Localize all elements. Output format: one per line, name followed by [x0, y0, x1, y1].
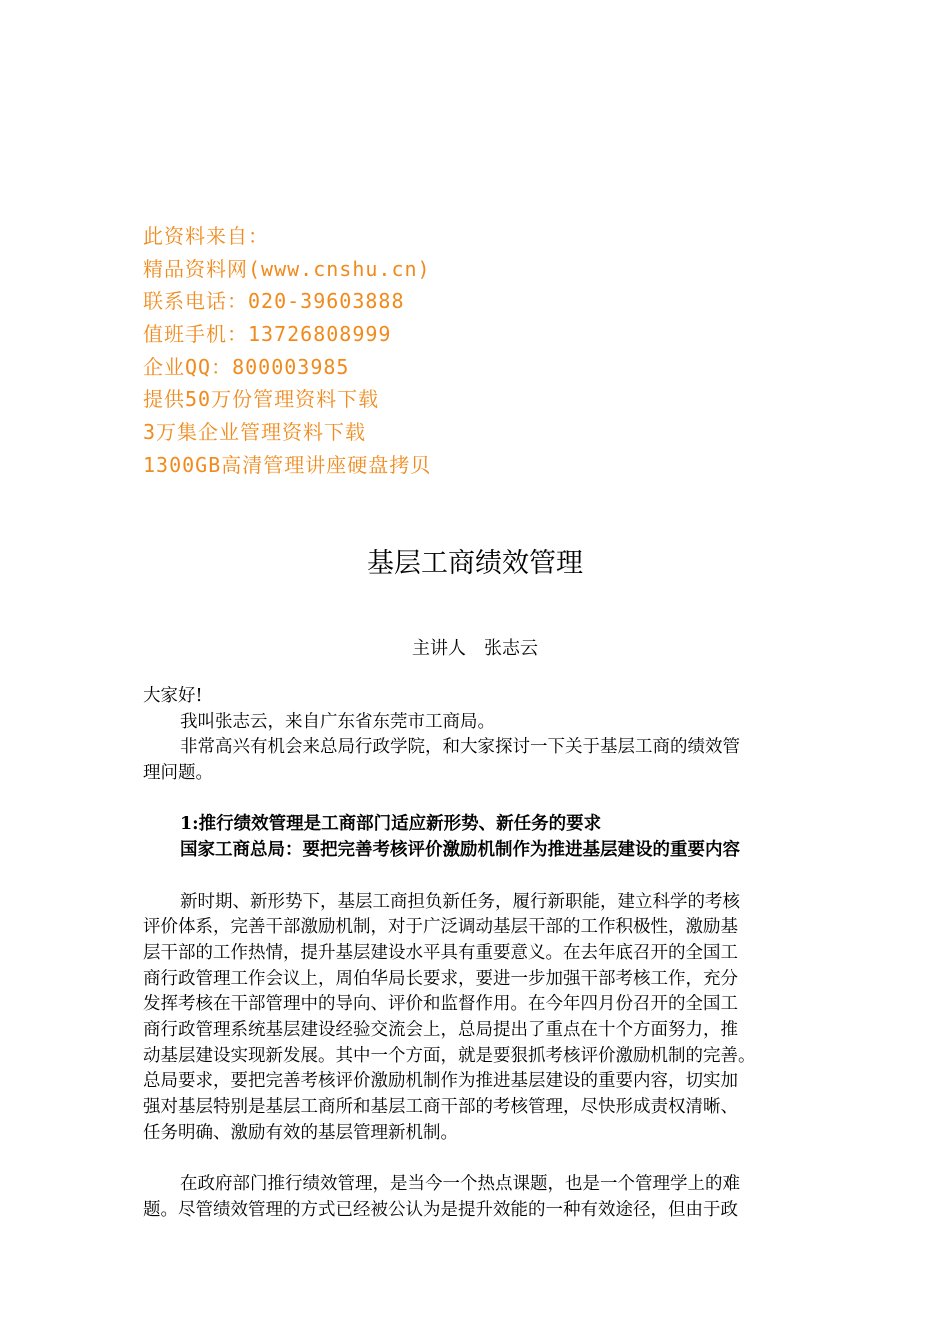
paragraph-line: 层干部的工作热情，提升基层建设水平具有重要意义。在去年底召开的全国工: [143, 942, 738, 963]
section-subheading: 国家工商总局：要把完善考核评价激励机制作为推进基层建设的重要内容: [180, 840, 740, 861]
spacer: [143, 1146, 819, 1172]
paragraph-line: 总局要求，要把完善考核评价激励机制作为推进基层建设的重要内容，切实加: [143, 1071, 738, 1092]
paragraph-line: 评价体系，完善干部激励机制，对于广泛调动基层干部的工作积极性，激励基: [143, 917, 738, 938]
paragraph-line: 在政府部门推行绩效管理，是当今一个热点课题，也是一个管理学上的难: [180, 1174, 740, 1195]
intro-line: 我叫张志云，来自广东省东莞市工商局。: [180, 711, 495, 732]
paragraph-line: 商行政管理系统基层建设经验交流会上，总局提出了重点在十个方面努力，推: [143, 1019, 738, 1040]
paragraph-line: 商行政管理工作会议上，周伯华局长要求，要进一步加强干部考核工作，充分: [143, 968, 738, 989]
document-title: 基层工商绩效管理: [367, 548, 583, 579]
paragraph-line: 新时期、新形势下，基层工商担负新任务，履行新职能，建立科学的考核: [180, 891, 740, 912]
offer-line-2: 3万集企业管理资料下载: [143, 420, 367, 445]
paragraph-line: 任务明确、激励有效的基层管理新机制。: [143, 1122, 458, 1143]
qq-line: 企业QQ：800003985: [143, 354, 350, 379]
paragraph-line: 强对基层特别是基层工商所和基层工商干部的考核管理，尽快形成责权清晰、: [143, 1097, 738, 1117]
document-body: [143, 684, 819, 1223]
offer-line-3: 1300GB高清管理讲座硬盘拷贝: [143, 452, 432, 477]
mobile-line: 值班手机：13726808999: [143, 322, 392, 347]
speaker-line: 主讲人 张志云: [412, 638, 538, 659]
intro-line: 非常高兴有机会来总局行政学院，和大家探讨一下关于基层工商的绩效管: [180, 737, 740, 758]
greeting: 大家好!: [143, 686, 203, 706]
offer-line-1: 提供50万份管理资料下载: [143, 387, 380, 412]
phone-line: 联系电话：020-39603888: [143, 289, 405, 314]
paragraph-line: 题。尽管绩效管理的方式已经被公认为是提升效能的一种有效途径，但由于政: [143, 1199, 738, 1220]
spacer: [143, 864, 819, 890]
section-heading: 1:推行绩效管理是工商部门适应新形势、新任务的要求: [180, 814, 602, 835]
paragraph-line: 发挥考核在干部管理中的导向、评价和监督作用。在今年四月份召开的全国工: [143, 994, 738, 1015]
source-info-block: [143, 220, 431, 482]
paragraph-line: 动基层建设实现新发展。其中一个方面，就是要狠抓考核评价激励机制的完善。: [143, 1045, 756, 1066]
intro-line: 理问题。: [143, 763, 213, 784]
website-line: 精品资料网(www.cnshu.cn): [143, 256, 431, 281]
source-line: 此资料来自：: [143, 224, 269, 248]
spacer: [143, 787, 819, 813]
